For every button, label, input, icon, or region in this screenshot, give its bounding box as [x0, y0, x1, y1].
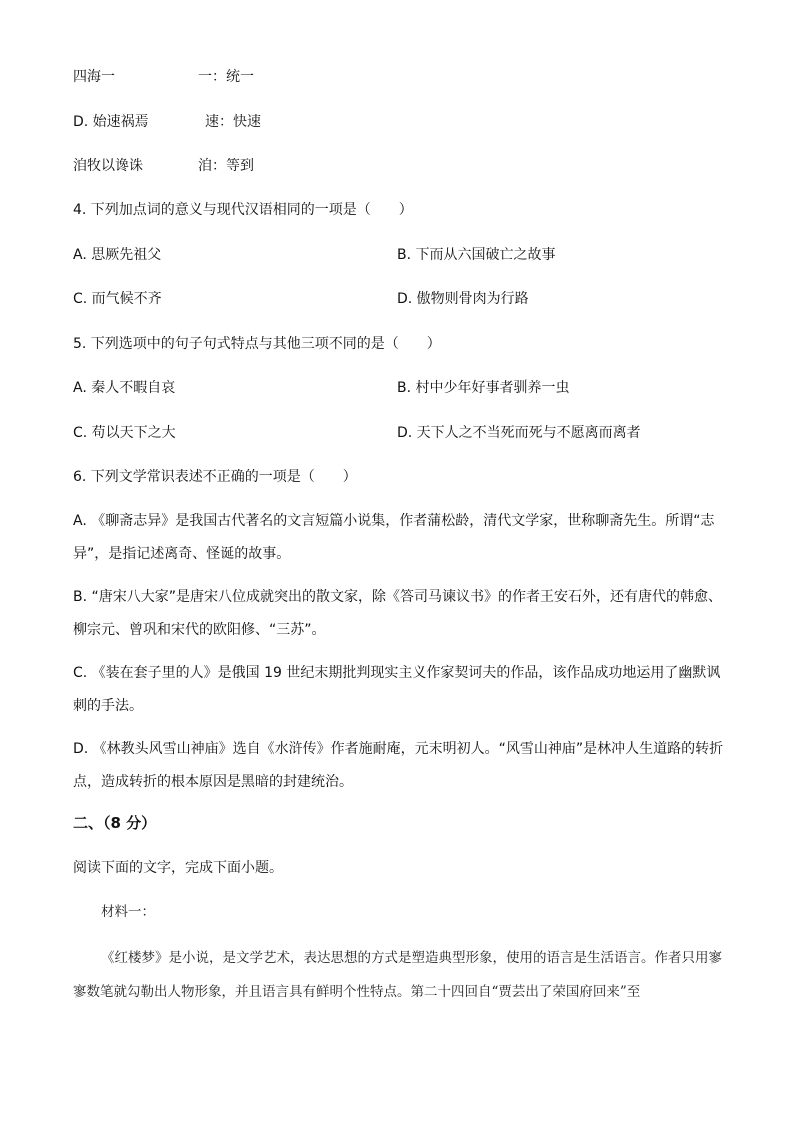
- item-right: 速：快速: [205, 114, 261, 130]
- item-left: D. 始速祸焉: [73, 114, 149, 130]
- question-5-option-b: B. 村中少年好事者驯养一虫: [397, 380, 570, 396]
- question-4-option-d: D. 傲物则骨肉为行路: [397, 291, 529, 307]
- item-left: 洎牧以谗诛: [73, 158, 143, 174]
- item-right: 洎：等到: [198, 158, 254, 174]
- item-right: 一：统一: [198, 69, 254, 85]
- question-4-stem: 4. 下列加点词的意义与现代汉语相同的一项是（ ）: [73, 202, 413, 218]
- item-left: 四海一: [73, 69, 115, 85]
- question-5-option-a: A. 秦人不暇自哀: [73, 380, 176, 396]
- section-2-instruction: 阅读下面的文字，完成下面小题。: [73, 860, 283, 876]
- question-6-option-b: B. “唐宋八大家”是唐宋八位成就突出的散文家，除《答司马谏议书》的作者王安石外，还有唐代的韩愈、柳宗元、曾巩和宋代的欧阳修、“三苏”。: [73, 589, 723, 638]
- material-text: 《红楼梦》是小说，是文学艺术，表达思想的方式是塑造典型形象，使用的语言是生活语言。作者只用寥寥数笔就勾勒出人物形象，并且语言具有鲜明个性特点。第二十四回自“贾芸出了荣国府回来”至: [73, 950, 722, 1000]
- material-label: 材料一：: [101, 904, 155, 920]
- question-6-option-c: C. 《装在套子里的人》是俄国 19 世纪末期批判现实主义作家契诃夫的作品，该作品成功地运用了幽默讽刺的手法。: [73, 665, 721, 714]
- question-4-option-b: B. 下而从六国破亡之故事: [397, 247, 556, 263]
- section-2-title: 二、（8 分）: [73, 814, 157, 832]
- question-6-option-d: D. 《林教头风雪山神庙》选自《水浒传》作者施耐庵，元末明初人。“风雪山神庙”是林冲人生道路的转折点，造成转折的根本原因是黑暗的封建统治。: [73, 741, 724, 790]
- question-6-option-a: A. 《聊斋志异》是我国古代著名的文言短篇小说集，作者蒲松龄，清代文学家，世称聊斋先生。所谓“志异”，是指记述离奇、怪诞的故事。: [73, 513, 715, 562]
- question-4-option-c: C. 而气候不齐: [73, 291, 162, 307]
- question-6-stem: 6. 下列文学常识表述不正确的一项是（ ）: [73, 469, 357, 485]
- question-5-option-d: D. 天下人之不当死而死与不愿离而离者: [397, 425, 641, 441]
- question-5-stem: 5. 下列选项中的句子句式特点与其他三项不同的是（ ）: [73, 336, 441, 352]
- question-4-option-a: A. 思厥先祖父: [73, 247, 162, 263]
- question-5-option-c: C. 苟以天下之大: [73, 425, 176, 441]
